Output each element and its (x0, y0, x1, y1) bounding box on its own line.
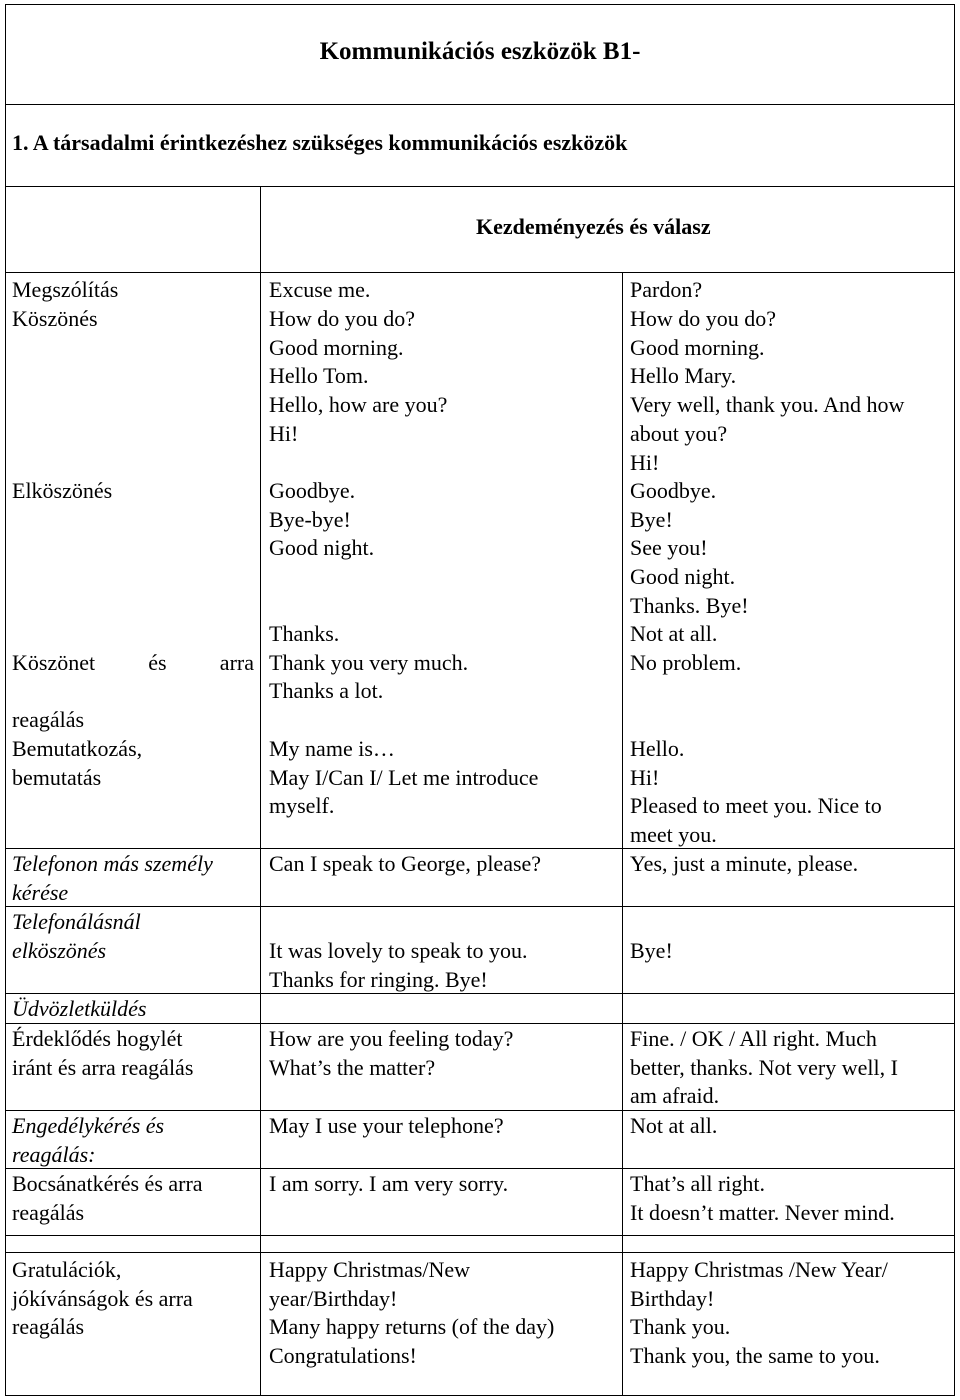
row-engedely-category: Engedélykérés és reagálás: (12, 1113, 165, 1167)
row-koszonet-initiation: Thanks. Thank you very much. Thanks a lot. (269, 621, 469, 704)
row-koszones-response: How do you do? Good morning. Hello Mary. Very well, thank you. And how about you? Hi! (630, 306, 905, 475)
rule-under-header (5, 272, 955, 273)
row-bemutatkozas-response: Hello. Hi! Pleased to meet you. Nice to meet you. (630, 736, 882, 848)
row-elkoszones-response: Goodbye. Bye! See you! Good night. Thanks. Bye! (630, 478, 749, 618)
row-bocsanat-category: Bocsánatkérés és arra reagálás (12, 1171, 203, 1225)
row-telefon-elkoszones-initiation: It was lovely to speak to you. Thanks for ringing. Bye! (269, 938, 528, 992)
row-gratulacio-category: Gratulációk, jókívánságok és arra reagálás (12, 1257, 193, 1340)
row-megszolitas-response: Pardon? (630, 277, 703, 302)
row-bocsanat-response: That’s all right. It doesn’t matter. Never mind. (630, 1171, 895, 1225)
page-title: Kommunikációs eszközök B1- (319, 38, 641, 65)
row-telefon-initiation: Can I speak to George, please? (269, 851, 542, 876)
row-koszonet-category-line1: Köszönet és arra (12, 649, 254, 675)
row-engedely-response: Not at all. (630, 1113, 718, 1138)
column-header: Kezdeményezés és válasz (476, 214, 711, 239)
row-engedely-initiation: May I use your telephone? (269, 1113, 504, 1138)
row-telefon-response: Yes, just a minute, please. (630, 851, 859, 876)
row-telefon-category: Telefonon más személy kérése (12, 851, 213, 905)
row-bocsanat-initiation: I am sorry. I am very sorry. (269, 1171, 509, 1196)
row-udvozlet-category: Üdvözletküldés (12, 996, 147, 1021)
row-erdeklodes-category: Érdeklődés hogylét iránt és arra reagálás (12, 1026, 194, 1080)
row-telefon-elkoszones-response: Bye! (630, 938, 673, 963)
row-megszolitas-initiation: Excuse me. (269, 277, 371, 302)
row-erdeklodes-response: Fine. / OK / All right. Much better, thanks. Not very well, I am afraid. (630, 1026, 898, 1109)
row-koszonet-category-line2: reagálás (12, 707, 85, 733)
row-koszonet-response: Not at all. No problem. (630, 621, 742, 675)
row-elkoszones-category: Elköszönés (12, 478, 113, 503)
rule-col-2 (622, 272, 623, 1396)
row-bemutatkozas-initiation: My name is… May I/Can I/ Let me introduce myself. (269, 736, 539, 819)
row-elkoszones-initiation: Goodbye. Bye-bye! Good night. (269, 478, 375, 561)
row-erdeklodes-initiation: How are you feeling today? What’s the matter? (269, 1026, 514, 1080)
row-koszones-initiation: How do you do? Good morning. Hello Tom. Hello, how are you? Hi! (269, 306, 448, 446)
row-bemutatkozas-category: Bemutatkozás, bemutatás (12, 736, 143, 790)
rule-col-1 (260, 186, 261, 1396)
section-title: 1. A társadalmi érintkezéshez szükséges kommunikációs eszközök (12, 130, 628, 155)
row-telefon-elkoszones-category: Telefonálásnál elköszönés (12, 909, 141, 963)
rule-above-gratulacio (5, 1252, 955, 1253)
rule-under-title (5, 104, 955, 105)
rule-after-bocsanat (5, 1235, 955, 1236)
row-megszolitas-category: Megszólítás (12, 277, 119, 302)
rule-under-section (5, 186, 955, 187)
row-koszones-category: Köszönés (12, 306, 98, 331)
row-gratulacio-initiation: Happy Christmas/New year/Birthday! Many happy returns (of the day) Congratulations! (269, 1257, 555, 1369)
row-gratulacio-response: Happy Christmas /New Year/ Birthday! Thank you. Thank you, the same to you. (630, 1257, 888, 1369)
